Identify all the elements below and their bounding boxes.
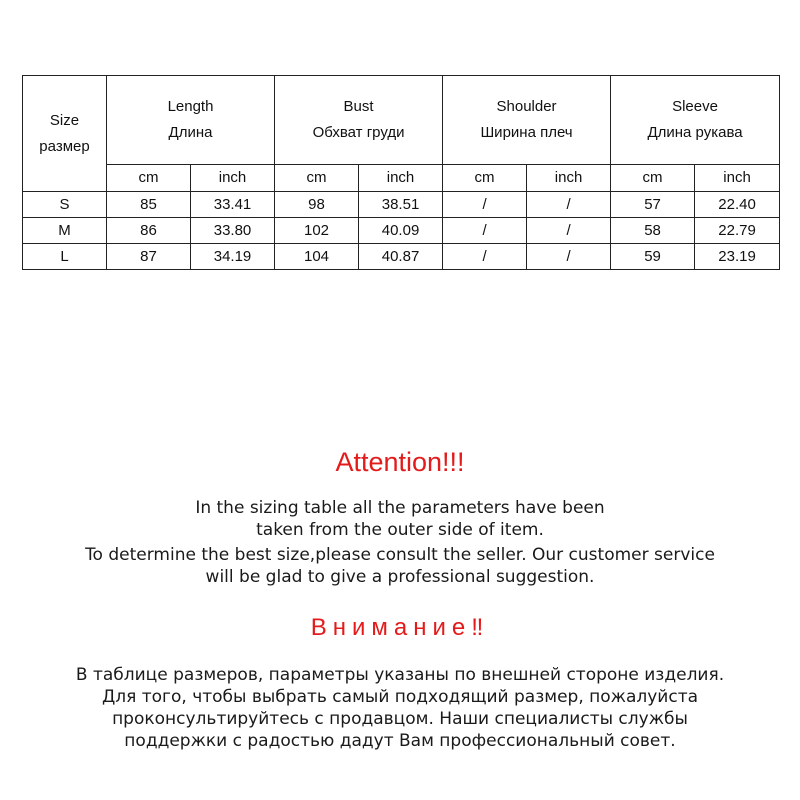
russian-notice (0, 664, 800, 752)
size-header-cell (23, 76, 107, 192)
unit-cell: inch (359, 165, 443, 192)
value-cell: / (527, 244, 611, 270)
value-cell: / (527, 192, 611, 218)
vnimanie-heading: Внимание‼ (310, 614, 490, 641)
size-cell: M (23, 218, 107, 244)
value-cell: 86 (107, 218, 191, 244)
value-cell: 38.51 (359, 192, 443, 218)
sleeve-header-en: Sleeve (672, 98, 718, 115)
notice-line: Для того, чтобы выбрать самый подходящий размер, пожалуйста (101, 687, 699, 707)
notice-line: In the sizing table all the parameters have been (195, 498, 605, 518)
attention-heading: Attention!!! (335, 447, 465, 477)
value-cell: 59 (611, 244, 695, 270)
size-header-ru: размер (39, 137, 90, 155)
unit-cell: cm (611, 165, 695, 192)
size-table (22, 75, 780, 270)
value-cell: 102 (275, 218, 359, 244)
length-header-ru: Длина (168, 124, 213, 141)
unit-cell: cm (275, 165, 359, 192)
table-row (23, 218, 780, 244)
sleeve-header-cell (611, 76, 780, 165)
unit-cell: cm (443, 165, 527, 192)
length-header-cell (107, 76, 275, 165)
value-cell: / (443, 244, 527, 270)
length-header-en: Length (167, 98, 214, 115)
value-cell: / (527, 218, 611, 244)
shoulder-header-en: Shoulder (496, 98, 557, 115)
value-cell: 58 (611, 218, 695, 244)
size-cell: S (23, 192, 107, 218)
attention-paragraph-1 (0, 497, 800, 541)
notice-line: В таблице размеров, параметры указаны по внешней стороне изделия. (75, 665, 725, 685)
value-cell: 22.79 (695, 218, 780, 244)
value-cell: 33.41 (191, 192, 275, 218)
value-cell: 23.19 (695, 244, 780, 270)
value-cell: 57 (611, 192, 695, 218)
unit-cell: inch (527, 165, 611, 192)
value-cell: 34.19 (191, 244, 275, 270)
value-cell: / (443, 218, 527, 244)
unit-cell: cm (107, 165, 191, 192)
unit-cell: inch (191, 165, 275, 192)
attention-paragraph-2 (0, 544, 800, 588)
shoulder-header-cell (443, 76, 611, 165)
bust-header-cell (275, 76, 443, 165)
notice-line: проконсультируйтесь с продавцом. Наши специалисты службы (112, 709, 688, 729)
size-header-en: Size (49, 111, 80, 129)
notice-line: поддержки с радостью дадут Вам профессиональный совет. (124, 731, 676, 751)
table-row (23, 244, 780, 270)
notice-line: taken from the outer side of item. (256, 520, 544, 540)
table-row (23, 192, 780, 218)
value-cell: 98 (275, 192, 359, 218)
value-cell: 22.40 (695, 192, 780, 218)
value-cell: 87 (107, 244, 191, 270)
notice-line: will be glad to give a professional suggestion. (205, 567, 595, 587)
size-cell: L (23, 244, 107, 270)
value-cell: 104 (275, 244, 359, 270)
value-cell: 85 (107, 192, 191, 218)
value-cell: / (443, 192, 527, 218)
value-cell: 40.87 (359, 244, 443, 270)
value-cell: 40.09 (359, 218, 443, 244)
unit-cell: inch (695, 165, 780, 192)
bust-header-en: Bust (343, 98, 374, 115)
sleeve-header-ru: Длина рукава (647, 124, 743, 141)
notice-line: To determine the best size,please consult the seller. Our customer service (85, 545, 715, 565)
shoulder-header-ru: Ширина плеч (480, 124, 573, 141)
table-header-row (23, 76, 780, 165)
units-row (23, 165, 780, 192)
bust-header-ru: Обхват груди (312, 124, 405, 141)
value-cell: 33.80 (191, 218, 275, 244)
